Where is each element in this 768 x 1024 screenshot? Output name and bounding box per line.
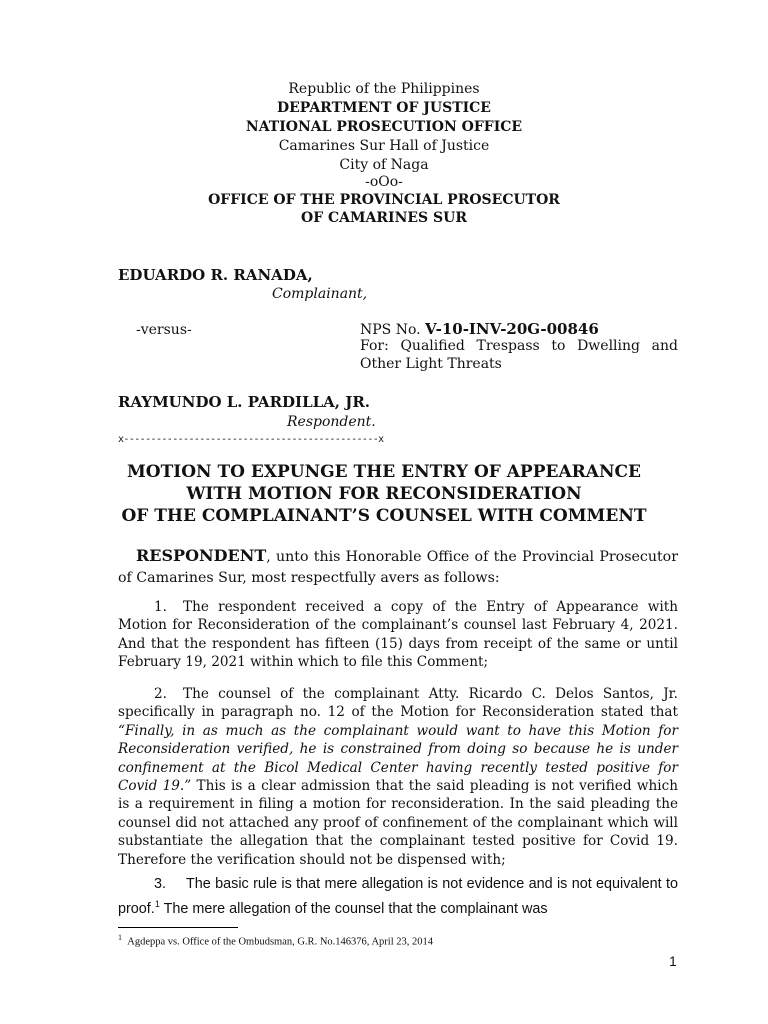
motion-title-line-2: WITH MOTION FOR RECONSIDERATION <box>186 484 582 504</box>
page-number: 1 <box>669 953 677 969</box>
respondent-role: Respondent. <box>287 414 376 430</box>
paragraph-3-text-a: The basic rule is that mere allegation is not evidence and is not equivalent to proof. <box>118 876 678 917</box>
respondent-name: RAYMUNDO L. PARDILLA, JR. <box>118 393 371 411</box>
paragraph-1 <box>118 598 678 672</box>
motion-title-line-3: OF THE COMPLAINANT’S COUNSEL WITH COMMENT <box>121 506 647 526</box>
header-ornament: -oOo- <box>365 174 403 190</box>
nps-label: NPS No. <box>360 322 421 338</box>
paragraph-1-text: The respondent received a copy of the Entry of Appearance with Motion for Reconsideration of the complainant’s counsel last February 4, 2021. And that the respondent has fifteen (15) days from receipt of the same or until February 19, 2021 within which to file this Comment; <box>118 599 678 671</box>
paragraph-3 <box>118 874 678 919</box>
paragraph-2-text-a: The counsel of the complainant Atty. Ricardo C. Delos Santos, Jr. specifically in paragraph no. 12 of the Motion for Reconsideration stated that <box>118 686 678 721</box>
intro-lead: RESPONDENT <box>136 546 267 565</box>
header-city: City of Naga <box>339 157 429 173</box>
paragraph-2-text-b: This is a clear admission that the said pleading is not verified which is a requirement in filing a motion for reconsideration. In the said pleading the counsel did not attached any proof of confinement of the complainant which will substantiate the allegation that the complainant tested positive for Covid 19. Therefore the verification should not be dispensed with; <box>118 778 678 868</box>
intro-paragraph <box>118 545 678 589</box>
footnote-divider <box>118 927 238 928</box>
charge-line-1: For: Qualified Trespass to Dwelling and <box>360 338 678 354</box>
header-hall-of-justice: Camarines Sur Hall of Justice <box>278 138 490 154</box>
footnote-marker: 1 <box>118 933 122 942</box>
charge-line-2: Other Light Threats <box>360 356 502 372</box>
header-republic: Republic of the Philippines <box>288 81 480 97</box>
paragraph-2 <box>118 685 678 869</box>
footnote-reference: 1 <box>154 899 160 909</box>
paragraph-2-quote: “Finally, in as much as the complainant would want to have this Motion for Reconsideration verified, he is constrained from doing so because he is under confinement at the Bicol Medical Center having recently tested positive for Covid 19.” <box>118 722 678 795</box>
paragraph-1-number: 1. <box>154 599 167 615</box>
caption-separator: x-----------------------------------------------x <box>118 434 384 445</box>
complainant-role: Complainant, <box>272 286 368 302</box>
footnote-text: Agdeppa vs. Office of the Ombudsman, G.R. No.146376, April 23, 2014 <box>127 936 433 948</box>
header-department: DEPARTMENT OF JUSTICE <box>277 100 491 116</box>
nps-number: V-10-INV-20G-00846 <box>425 320 599 338</box>
complainant-name: EDUARDO R. RANADA, <box>118 266 313 284</box>
motion-title-line-1: MOTION TO EXPUNGE THE ENTRY OF APPEARANCE <box>126 462 641 482</box>
footnote <box>118 931 433 950</box>
paragraph-3-number: 3. <box>154 876 167 892</box>
header-office-prosecutor: OFFICE OF THE PROVINCIAL PROSECUTOR <box>208 192 560 208</box>
header-prosecution-office: NATIONAL PROSECUTION OFFICE <box>245 119 523 135</box>
header-camarines-sur: OF CAMARINES SUR <box>301 210 467 226</box>
paragraph-2-number: 2. <box>154 686 167 702</box>
versus-label: -versus- <box>136 322 192 338</box>
paragraph-3-text-b: The mere allegation of the counsel that the complainant was <box>159 900 548 917</box>
intro-text: , unto this Honorable Office of the Provincial Prosecutor of Camarines Sur, most respectfully avers as follows: <box>118 549 678 586</box>
